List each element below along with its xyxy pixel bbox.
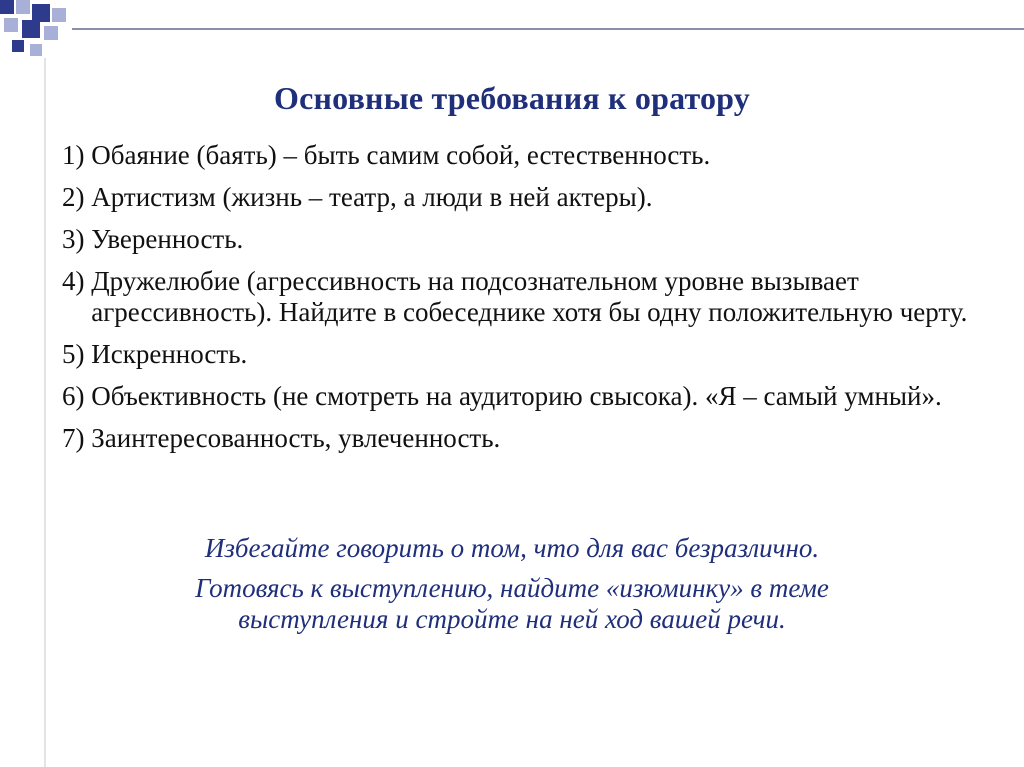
- list-item: [62, 423, 1002, 454]
- item-text: Искренность.: [91, 339, 248, 369]
- prepare-note: [62, 573, 962, 635]
- corner-square: [44, 26, 58, 40]
- requirements-list: [62, 140, 1002, 465]
- list-item: [62, 339, 1002, 370]
- list-item: [62, 182, 1002, 213]
- item-number: 2): [62, 182, 92, 212]
- list-item: [62, 381, 1002, 412]
- list-item: [62, 224, 1002, 255]
- item-number: 7): [62, 423, 92, 453]
- corner-square: [30, 44, 42, 56]
- item-text: Объективность (не смотреть на аудиторию свысока). «Я – самый умный».: [91, 381, 942, 411]
- item-number: 5): [62, 339, 92, 369]
- list-item: [62, 140, 1002, 171]
- avoid-note: Избегайте говорить о том, что для вас безразлично.: [204, 533, 820, 563]
- corner-square: [16, 0, 30, 14]
- item-text: Обаяние (баять) – быть самим собой, естественность.: [91, 140, 711, 170]
- item-number: 6): [62, 381, 92, 411]
- slide-title: Основные требования к оратору: [274, 80, 750, 116]
- corner-square: [52, 8, 66, 22]
- item-number: 4): [62, 266, 92, 296]
- item-text: Уверенность.: [91, 224, 244, 254]
- list-item: [62, 266, 1002, 328]
- corner-square: [22, 20, 40, 38]
- top-divider-line: [72, 28, 1024, 30]
- side-divider-line: [44, 58, 46, 767]
- corner-square: [4, 18, 18, 32]
- corner-square: [12, 40, 24, 52]
- item-text: Заинтересованность, увлеченность.: [91, 423, 501, 453]
- item-text: Дружелюбие (агрессивность на подсознательном уровне вызывает агрессивность). Найдите в собеседнике хотя бы одну положительную черту.: [91, 266, 968, 327]
- item-text: Артистизм (жизнь – театр, а люди в ней актеры).: [91, 182, 653, 212]
- item-number: 1): [62, 140, 92, 170]
- prepare-note-line1: Готовясь к выступлению, найдите «изюминку» в теме: [195, 573, 829, 603]
- corner-square: [0, 0, 14, 14]
- item-number: 3): [62, 224, 92, 254]
- prepare-note-line2: выступления и стройте на ней ход вашей речи.: [238, 604, 786, 634]
